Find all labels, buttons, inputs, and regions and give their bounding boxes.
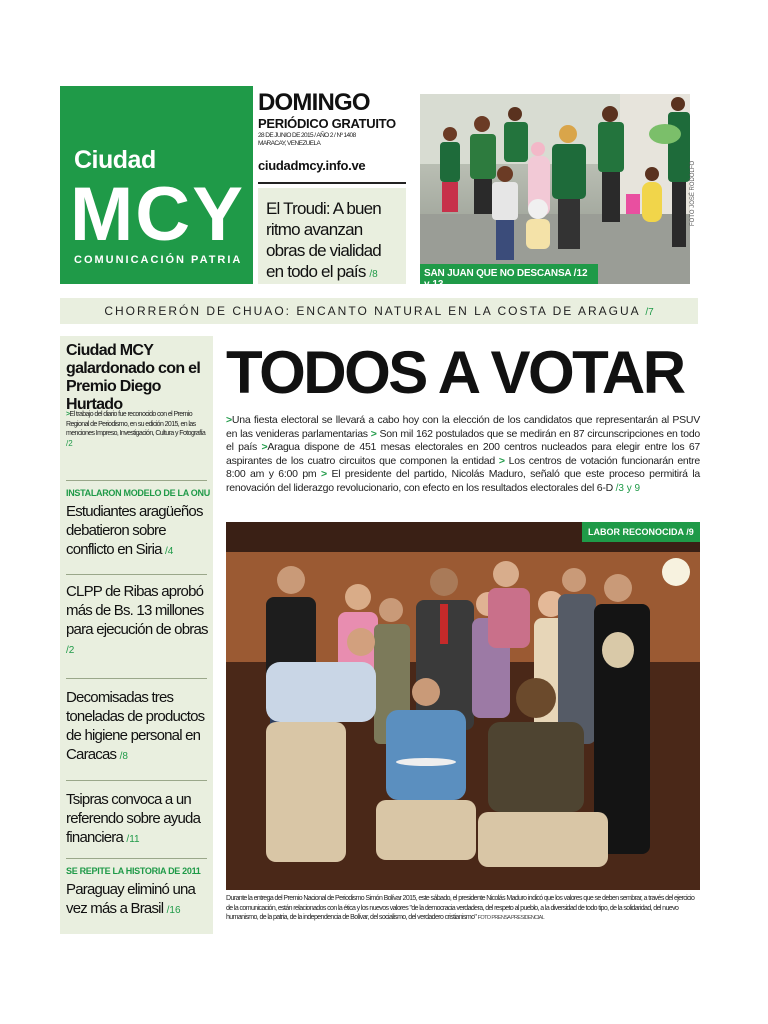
story-premio-title[interactable]: Ciudad MCY galardonado con el Premio Diego Hurtado xyxy=(66,342,201,413)
story-clpp-title-text: CLPP de Ribas aprobó más de Bs. 13 millones para ejecución de obras xyxy=(66,583,208,638)
divider xyxy=(66,574,207,575)
story-onu-kicker: INSTALARON MODELO DE LA ONU xyxy=(66,488,210,498)
main-lead xyxy=(226,414,700,496)
edition-date: 28 DE JUNIO DE 2015 / AÑO 2 / Nº 1408 xyxy=(258,132,356,139)
bullet-arrow-icon: > xyxy=(66,411,70,418)
bullet-arrow-icon: > xyxy=(261,441,268,454)
photo-award-group[interactable] xyxy=(226,522,700,890)
teaser-troudi-page: /8 xyxy=(369,269,378,280)
story-decomisadas-title-text: Decomisadas tres toneladas de productos de higiene personal en Caracas xyxy=(66,689,205,763)
lead-item-5: El presidente del partido, Nicolás Maduro, señaló que este proceso permitirá la renovación del liderazgo revolucionario, con efecto en los resultados electorales del 6-D xyxy=(226,468,700,494)
bullet-arrow-icon: > xyxy=(321,468,327,481)
story-clpp-title[interactable] xyxy=(66,582,212,660)
story-onu-title-text: Estudiantes aragüeños debatieron sobre conflicto en Siria xyxy=(66,503,203,558)
edition-info xyxy=(258,90,408,173)
photo-label-labor[interactable] xyxy=(582,522,700,542)
left-column xyxy=(60,336,213,934)
story-decomisadas-page: /8 xyxy=(119,751,128,762)
edition-type: PERIÓDICO GRATUITO xyxy=(258,116,396,131)
story-paraguay-kicker: SE REPITE LA HISTORIA DE 2011 xyxy=(66,866,201,876)
photo-caption-credit: FOTO PRENSA PRESIDENCIAL xyxy=(477,915,545,921)
story-paraguay-title[interactable] xyxy=(66,880,212,920)
lead-item-3: Aragua dispone de 451 mesas electorales en 200 centros nucleados para elegir entre los 67 aspirantes de los cuatro circuitos que componen la entidad xyxy=(226,441,701,467)
divider xyxy=(66,780,207,781)
photo-label-san-juan-page: /12 y 13 xyxy=(424,268,588,290)
lead-item-1: Una fiesta electoral se llevará a cabo hoy con la elección de los candidatos que representarán al PSUV en las venideras parlamentarias xyxy=(226,414,700,440)
story-paraguay-page: /16 xyxy=(166,905,181,916)
story-decomisadas-title[interactable] xyxy=(66,688,212,766)
banner-text: CHORRERÓN DE CHUAO: ENCANTO NATURAL EN LA COSTA DE ARAGUA xyxy=(104,304,640,318)
banner-page: /7 xyxy=(645,307,654,318)
logo-ciudad: Ciudad xyxy=(74,146,156,174)
story-premio-body xyxy=(66,410,206,449)
story-paraguay-title-text: Paraguay eliminó una vez más a Brasil xyxy=(66,881,196,917)
photo-label-labor-page: /9 xyxy=(686,527,694,537)
bullet-arrow-icon: > xyxy=(370,427,377,440)
story-premio-page: /2 xyxy=(66,438,73,448)
photo-credit-top: FOTO JOSÉ RODOLFO xyxy=(690,160,696,226)
story-onu-page: /4 xyxy=(165,546,174,557)
edition-divider xyxy=(258,182,406,184)
bullet-arrow-icon: > xyxy=(498,454,505,467)
photo-label-labor-text: LABOR RECONOCIDA xyxy=(588,527,684,537)
photo-san-juan[interactable] xyxy=(420,94,690,284)
photo-caption xyxy=(226,894,700,924)
photo-label-san-juan[interactable] xyxy=(420,264,598,290)
story-onu-title[interactable] xyxy=(66,502,212,561)
story-tsipras-title[interactable] xyxy=(66,790,212,849)
teaser-troudi-text: El Troudi: A buen ritmo avanzan obras de vialidad en todo el país xyxy=(266,199,381,281)
bullet-arrow-icon: > xyxy=(226,414,232,426)
logo-mcy: MCY xyxy=(70,172,245,257)
edition-day: DOMINGO xyxy=(258,89,370,116)
dancers-illustration xyxy=(420,94,690,284)
story-tsipras-page: /11 xyxy=(126,834,140,845)
banner-chuao[interactable] xyxy=(60,298,698,324)
edition-city: MARACAY, VENEZUELA xyxy=(258,140,321,147)
masthead-logo[interactable] xyxy=(60,86,253,284)
photo-label-san-juan-text: SAN JUAN QUE NO DESCANSA xyxy=(424,268,572,279)
lead-item-2: Son mil 162 postulados que se medirán en 87 circunscripciones en todo el país xyxy=(226,427,700,454)
story-clpp-page: /2 xyxy=(66,645,75,656)
teaser-troudi[interactable] xyxy=(258,188,406,284)
logo-tagline: COMUNICACIÓN PATRIA xyxy=(74,254,243,266)
story-premio-text: El trabajo del diario fue reconocido con el Premio Regional de Periodismo, en su edición 2015, en las menciones Impreso, Investigación, Cultura y Fotografía xyxy=(66,411,206,437)
lead-item-4: Los centros de votación funcionarán entre 8:00 am y 6:00 pm xyxy=(226,454,701,481)
main-headline[interactable]: TODOS A VOTAR xyxy=(226,339,684,406)
lead-pages: /3 y 9 xyxy=(615,482,641,494)
site-url-link[interactable]: ciudadmcy.info.ve xyxy=(258,158,366,173)
divider xyxy=(66,858,207,859)
story-tsipras-title-text: Tsipras convoca a un referendo sobre ayuda financiera xyxy=(66,791,201,846)
photo-caption-text: Durante la entrega del Premio Nacional de Periodismo Simón Bolívar 2015, este sábado, el presidente Nicolás Maduro indicó que los valores que se deben sembrar, a través del ejercicio de la comunicación, están relacionados con la ética y los nuevos valores "de la democracia verdadera, del respeto al pueblo, a la diversidad de todo tipo, de la solidaridad, del nuevo humanismo, de la patria, de la independencia de Bolívar, del socialismo, del verdadero cristianismo" xyxy=(226,895,695,921)
group-photo-illustration xyxy=(226,522,700,890)
divider xyxy=(66,480,207,481)
divider xyxy=(66,678,207,679)
